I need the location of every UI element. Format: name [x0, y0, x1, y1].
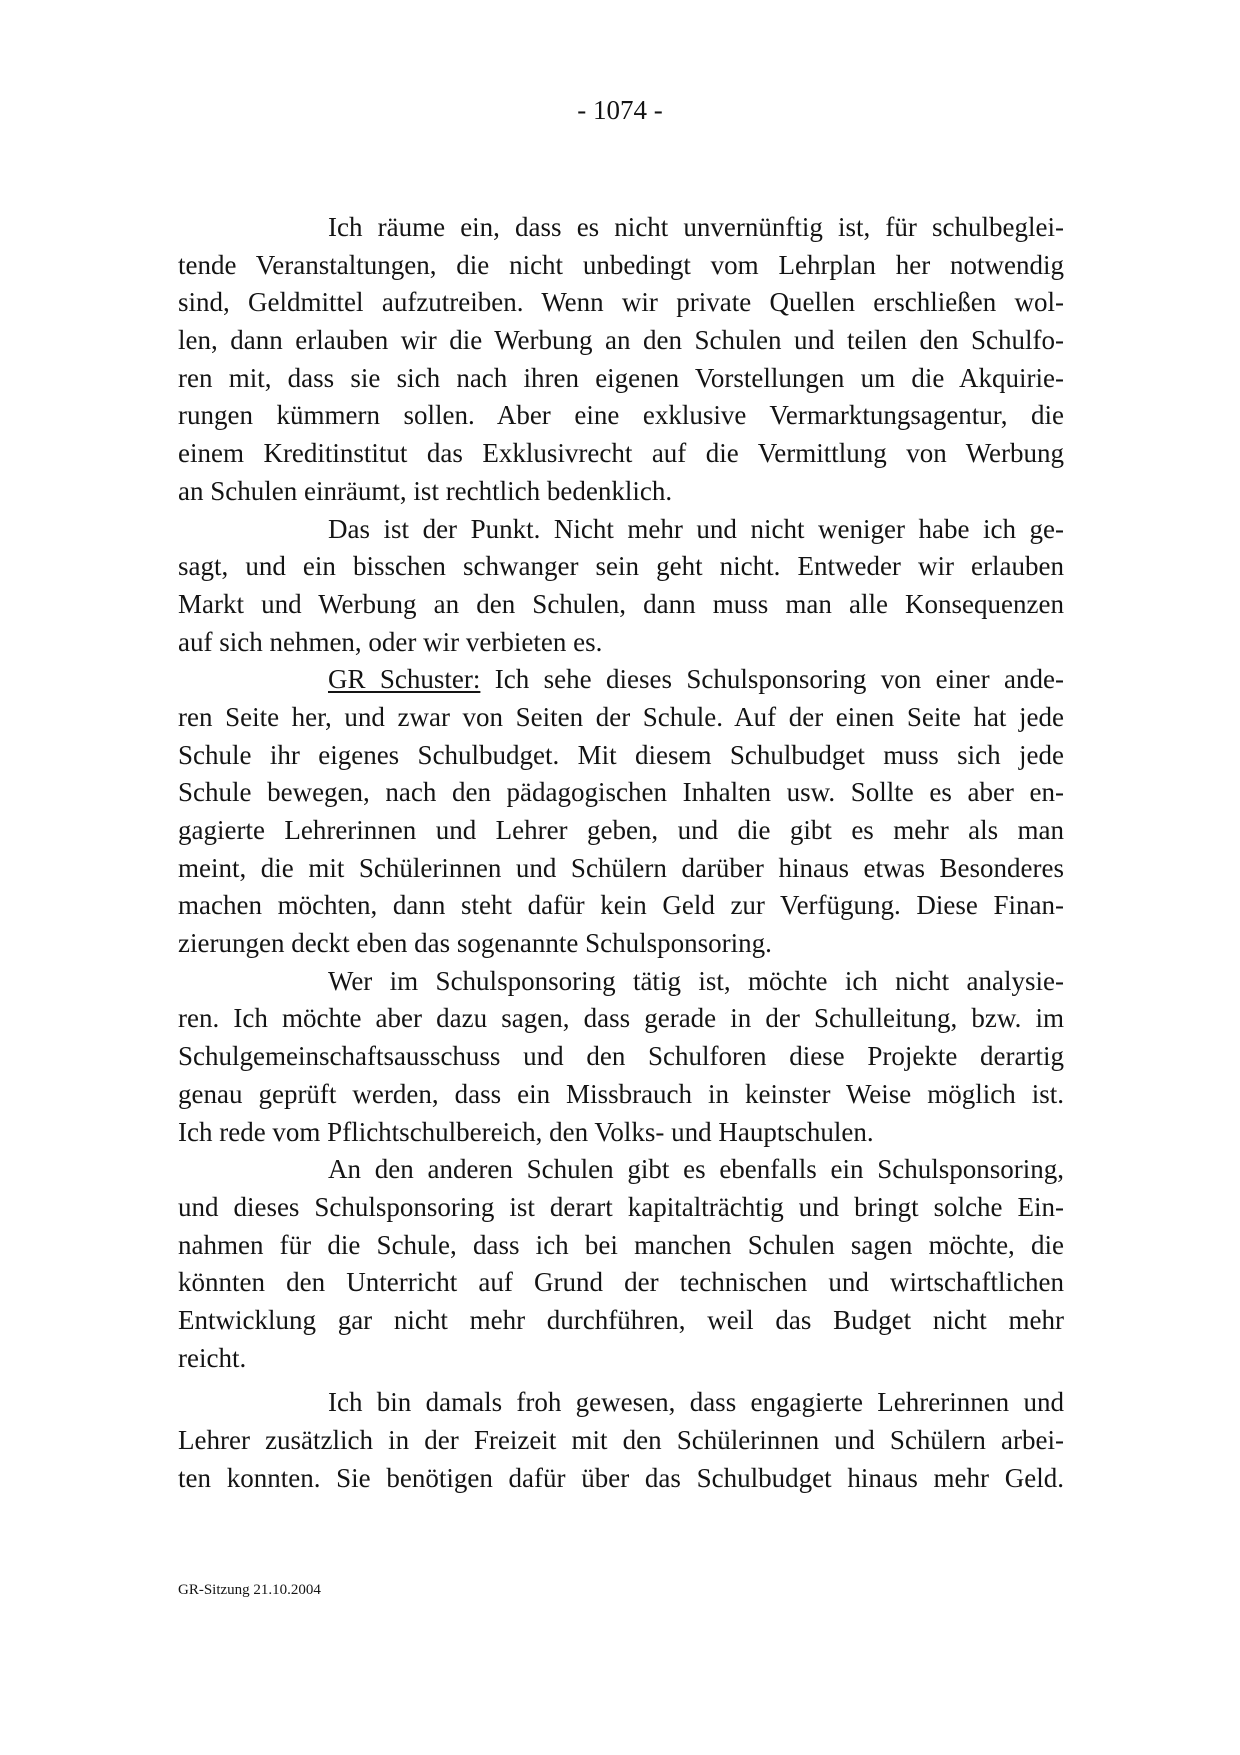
speaker-paragraph: [178, 661, 1064, 963]
text-line: auf sich nehmen, oder wir verbieten es.: [178, 626, 603, 657]
text-line: an Schulen einräumt, ist rechtlich bedenklich.: [178, 475, 673, 506]
paragraph: [178, 963, 1064, 1151]
text-line: meint, die mit Schülerinnen und Schülern darüber hinaus etwas Besonderes: [178, 852, 1064, 883]
text-line: Lehrer zusätzlich in der Freizeit mit den Schülerinnen und Schülern arbei-: [178, 1425, 1064, 1455]
text-line: reicht.: [178, 1342, 247, 1373]
footer-session-date: GR-Sitzung 21.10.2004: [178, 1582, 321, 1598]
text-line: [178, 661, 1064, 699]
text-line: einem Kreditinstitut das Exklusivrecht auf die Vermittlung von Werbung: [178, 438, 1064, 469]
text-line: könnten den Unterricht auf Grund der technischen und wirtschaftlichen: [178, 1267, 1064, 1298]
paragraph: [178, 1151, 1064, 1377]
text-line: ten konnten. Sie benötigen dafür über das Schulbudget hinaus mehr Geld.: [178, 1462, 1064, 1493]
paragraph: [178, 1384, 1064, 1497]
speaker-name: GR Schuster:: [328, 664, 481, 695]
text-line: Schule bewegen, nach den pädagogischen Inhalten usw. Sollte es aber en-: [178, 777, 1064, 808]
text-line: sagt, und ein bisschen schwanger sein geht nicht. Entweder wir erlauben: [178, 551, 1064, 582]
text-line: rungen kümmern sollen. Aber eine exklusive Vermarktungsagentur, die: [178, 400, 1064, 431]
text-line: Schule ihr eigenes Schulbudget. Mit diesem Schulbudget muss sich jede: [178, 739, 1064, 770]
text-line: ren mit, dass sie sich nach ihren eigenen Vorstellungen um die Akquirie-: [178, 362, 1064, 393]
text-line: Ich bin damals froh gewesen, dass engagierte Lehrerinnen und: [328, 1387, 1064, 1418]
text-line: nahmen für die Schule, dass ich bei manchen Schulen sagen möchte, die: [178, 1229, 1064, 1260]
text-line: An den anderen Schulen gibt es ebenfalls ein Schulsponsoring,: [328, 1154, 1064, 1185]
page-number: - 1074 -: [577, 95, 663, 125]
text-line: Entwicklung gar nicht mehr durchführen, weil das Budget nicht mehr: [178, 1304, 1064, 1335]
text-line: ren Seite her, und zwar von Seiten der Schule. Auf der einen Seite hat jede: [178, 701, 1064, 732]
text-line: tende Veranstaltungen, die nicht unbedingt vom Lehrplan her notwendig: [178, 249, 1064, 280]
text-line: gagierte Lehrerinnen und Lehrer geben, und die gibt es mehr als man: [178, 815, 1064, 845]
paragraph-gap: [178, 1377, 1064, 1384]
text-line: Ich räume ein, dass es nicht unvernünftig ist, für schulbeglei-: [328, 212, 1064, 242]
text-line: genau geprüft werden, dass ein Missbrauch in keinster Weise möglich ist.: [178, 1078, 1064, 1109]
text-line: Markt und Werbung an den Schulen, dann muss man alle Konsequenzen: [178, 588, 1064, 619]
text-line: machen möchten, dann steht dafür kein Geld zur Verfügung. Diese Finan-: [178, 890, 1064, 921]
paragraph: [178, 511, 1064, 662]
text-line: ren. Ich möchte aber dazu sagen, dass gerade in der Schulleitung, bzw. im: [178, 1003, 1064, 1034]
text-line: Schulgemeinschaftsausschuss und den Schulforen diese Projekte derartig: [178, 1041, 1064, 1072]
text-line: und dieses Schulsponsoring ist derart kapitalträchtig und bringt solche Ein-: [178, 1191, 1064, 1222]
text-line: Ich rede vom Pflichtschulbereich, den Volks- und Hauptschulen.: [178, 1116, 874, 1147]
speaker-text: Ich sehe dieses Schulsponsoring von einer ande-: [480, 664, 1064, 695]
paragraph: [178, 209, 1064, 511]
text-line: Das ist der Punkt. Nicht mehr und nicht weniger habe ich ge-: [328, 513, 1064, 544]
text-line: zierungen deckt eben das sogenannte Schulsponsoring.: [178, 928, 772, 959]
text-line: len, dann erlauben wir die Werbung an den Schulen und teilen den Schulfo-: [178, 325, 1064, 356]
document-body: [178, 209, 1064, 1497]
text-line: sind, Geldmittel aufzutreiben. Wenn wir private Quellen erschließen wol-: [178, 287, 1064, 318]
text-line: Wer im Schulsponsoring tätig ist, möchte ich nicht analysie-: [328, 965, 1064, 996]
